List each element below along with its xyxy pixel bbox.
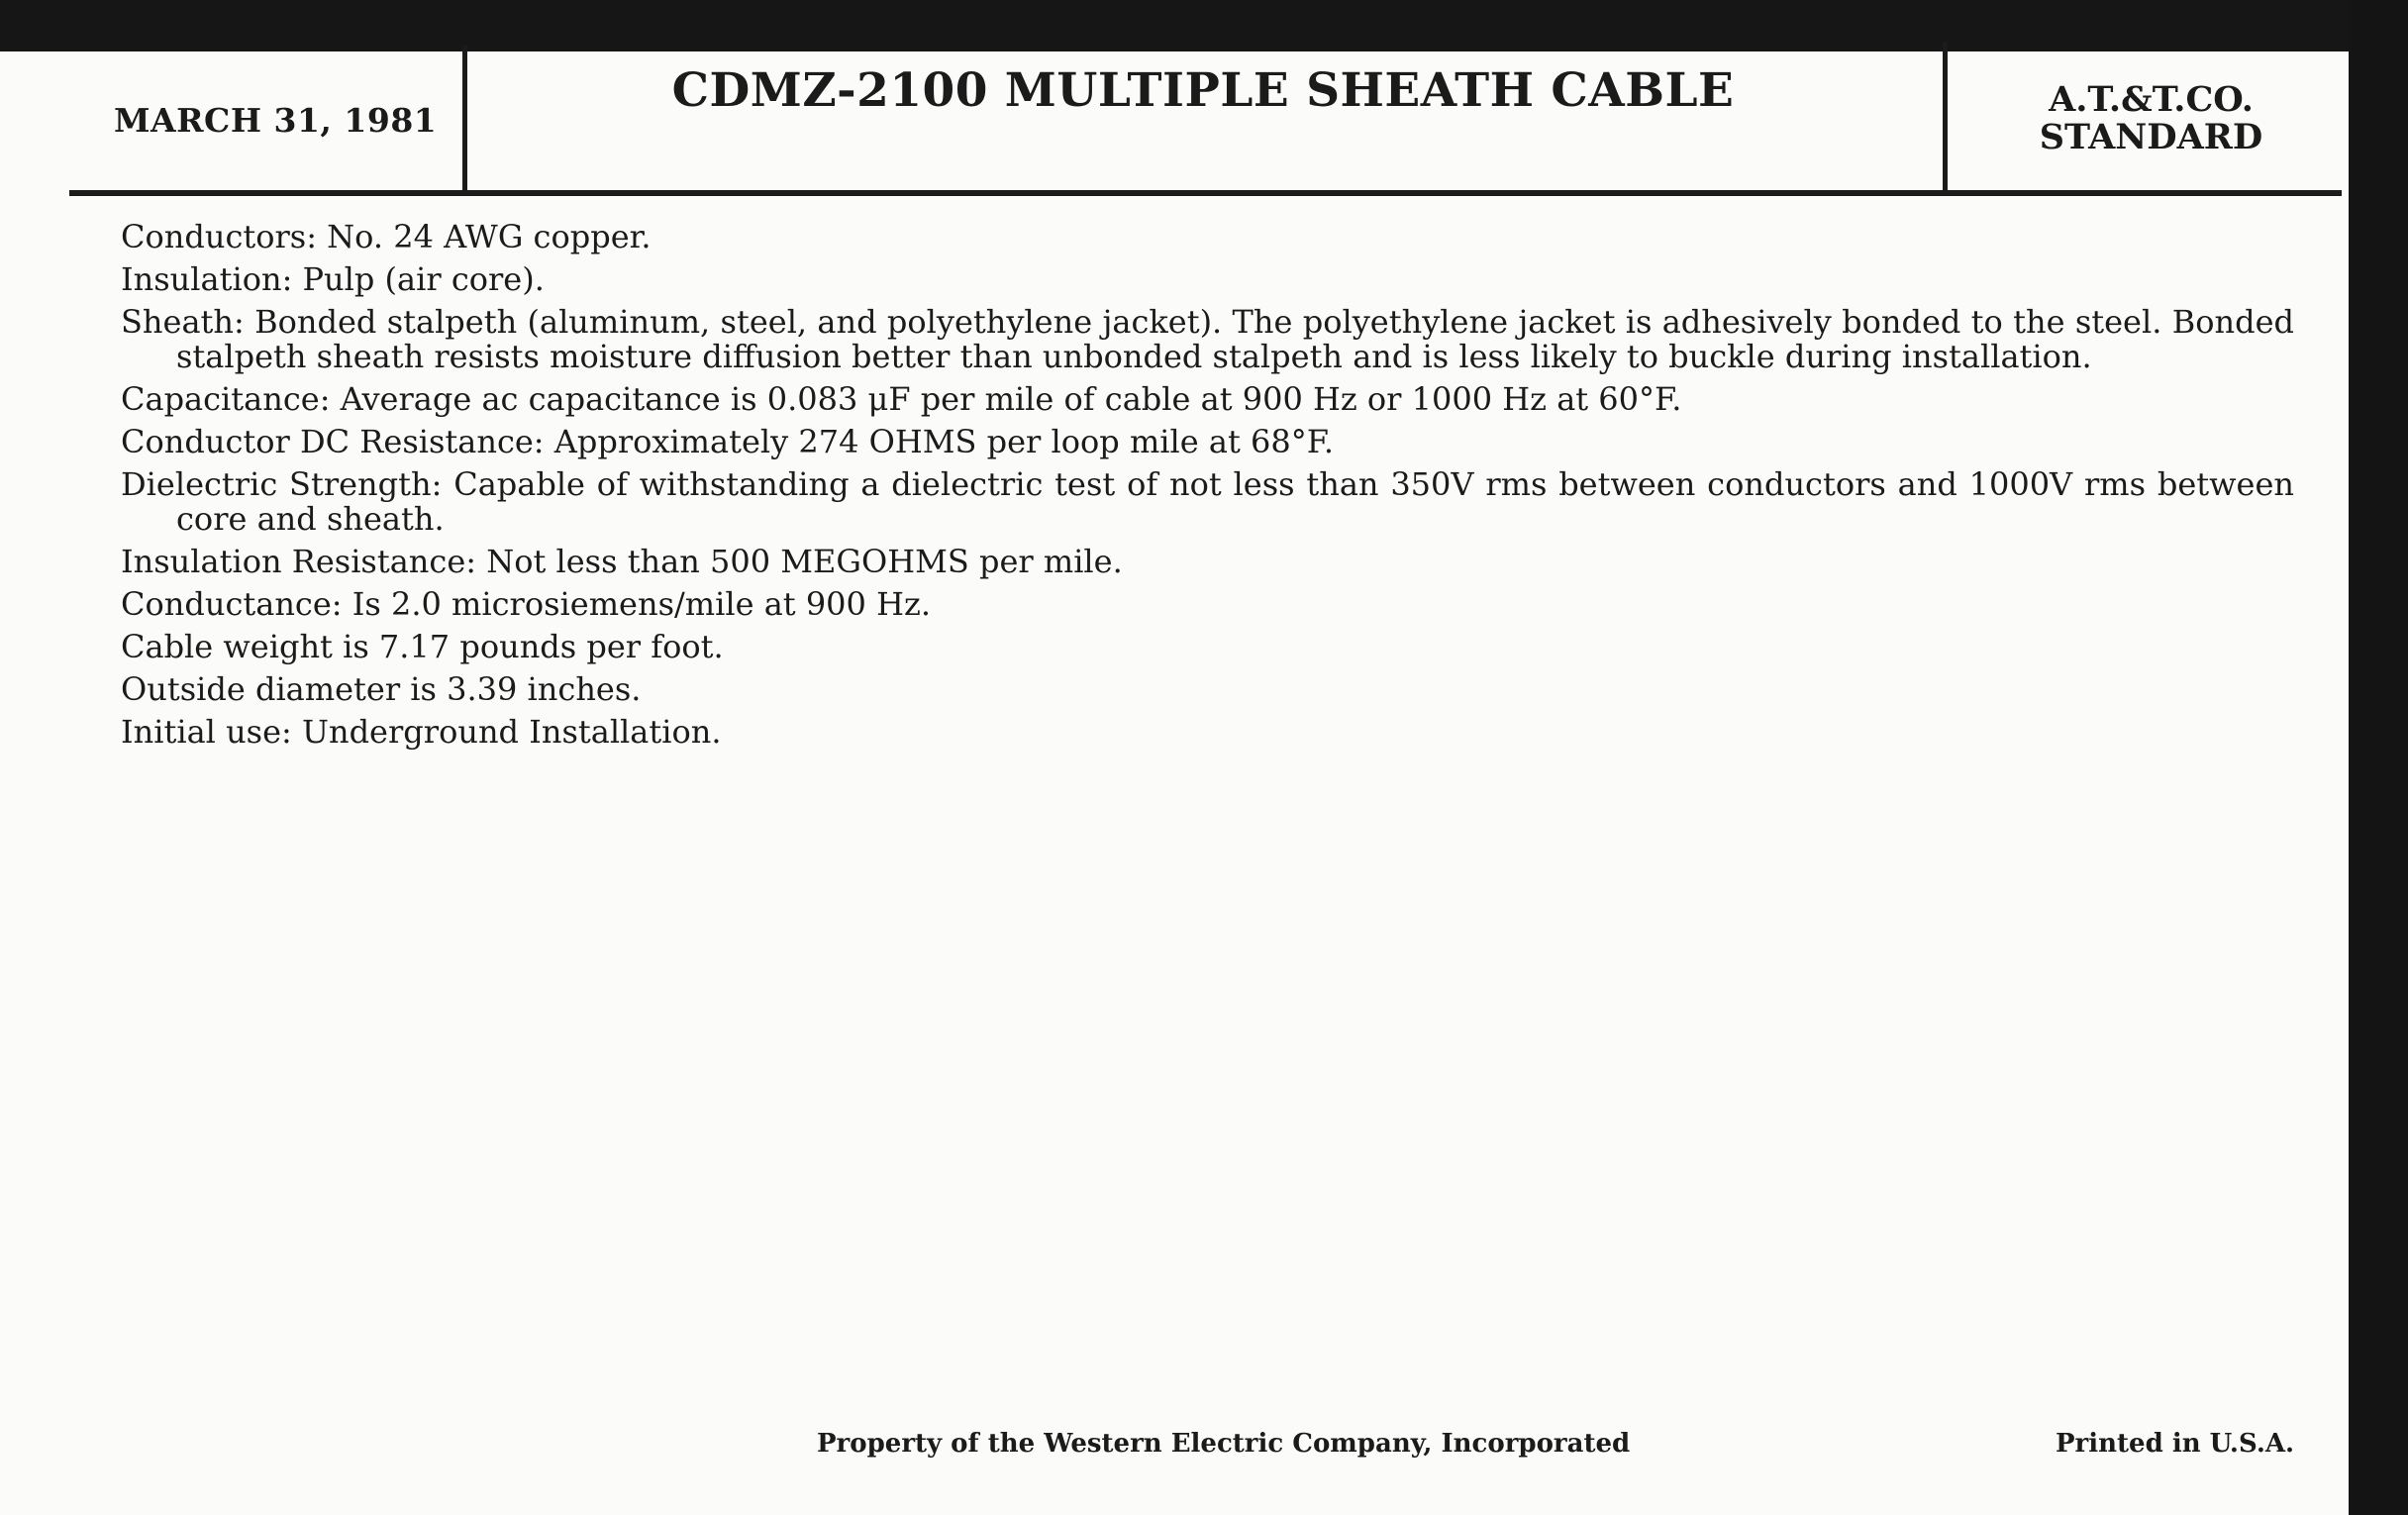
spec-dc-resistance: Conductor DC Resistance: Approximately 274 OHMS per loop mile at 68°F. [121, 423, 1335, 460]
header-rule [69, 190, 2342, 196]
spec-capacitance: Capacitance: Average ac capacitance is 0.083 μF per mile of cable at 900 Hz or 1000 Hz at 60°F. [121, 380, 1682, 418]
footer-property-notice: Property of the Western Electric Company, Incorporated [817, 1429, 1631, 1459]
spec-conductors: Conductors: No. 24 AWG copper. [121, 218, 652, 255]
spec-conductance: Conductance: Is 2.0 microsiemens/mile at 900 Hz. [121, 585, 931, 623]
issue-date: MARCH 31, 1981 [114, 101, 438, 140]
spec-dielectric-strength: Dielectric Strength: Capable of withstanding a dielectric test of not less than 350V rms between conductors and 1000V rms between core and sheath. [121, 465, 2294, 538]
scan-border-right [2349, 0, 2408, 1515]
spec-list [121, 220, 2294, 758]
spec-outside-diameter: Outside diameter is 3.39 inches. [121, 670, 642, 708]
document-title: CDMZ-2100 MULTIPLE SHEATH CABLE [671, 63, 1735, 118]
spec-cable-weight: Cable weight is 7.17 pounds per foot. [121, 628, 724, 665]
standard-label-line1: A.T.&T.CO. [2049, 79, 2254, 120]
header-divider-right [1943, 42, 1948, 190]
scan-border-top [0, 0, 2408, 51]
spec-sheath: Sheath: Bonded stalpeth (aluminum, steel, and polyethylene jacket). The polyethylene jacket is adhesively bonded to the steel. Bonded stalpeth sheath resists moisture diffusion better than unbonded stalpeth and is less likely to buckle during installation. [121, 303, 2294, 375]
footer-printed-in: Printed in U.S.A. [2056, 1429, 2295, 1459]
standard-label [1970, 81, 2332, 156]
spec-insulation: Insulation: Pulp (air core). [121, 260, 545, 298]
spec-insulation-resistance: Insulation Resistance: Not less than 500 MEGOHMS per mile. [121, 543, 1123, 580]
standard-label-line2: STANDARD [2039, 117, 2263, 157]
spec-initial-use: Initial use: Underground Installation. [121, 713, 722, 751]
